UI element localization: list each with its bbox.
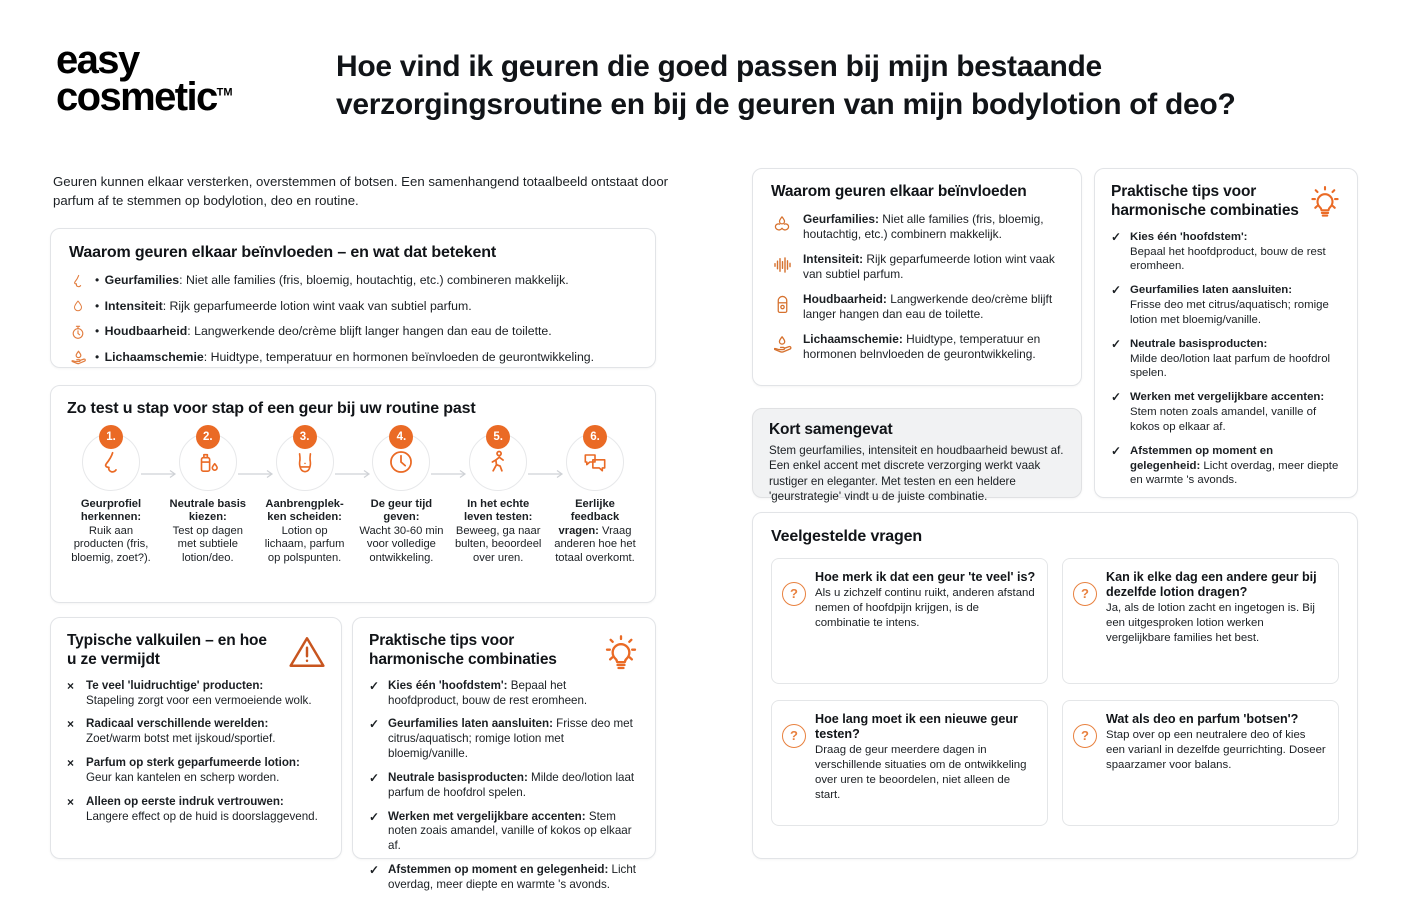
- card-why-scents-influence-right: [752, 168, 1082, 386]
- question-mark-icon: ?: [1073, 582, 1097, 606]
- hand-drop-icon: [771, 333, 793, 357]
- nose-icon: [98, 449, 124, 475]
- step-circle: [566, 430, 624, 491]
- card-title: Waarom geuren elkaar beïnvloeden: [771, 183, 1027, 200]
- chat-bubbles-icon: [581, 449, 609, 475]
- list-item: [67, 679, 325, 709]
- check-icon: ✓: [369, 770, 380, 785]
- check-icon: ✓: [1111, 443, 1122, 458]
- trademark-symbol: TM: [216, 86, 233, 99]
- list-item: [369, 679, 639, 709]
- card-why-scents-influence: [50, 228, 656, 368]
- cross-icon: ×: [67, 794, 75, 809]
- step-label: In het echte leven testen: Beweeg, ga naar bulten, beoordeel over uren.: [454, 497, 542, 565]
- waveform-icon: [771, 253, 793, 277]
- faq-answer: Als u zichzelf continu ruikt, anderen afstand nemen of hoofdpijn krijgen, is de combinatie te intens.: [815, 586, 1035, 629]
- faq-answer: Draag de geur meerdere dagen in verschillende situaties om de ontwikkeling over uren te beoordelen, niet alleen de start.: [815, 744, 1027, 801]
- step-number-badge: 5.: [486, 425, 510, 449]
- list-item: [771, 332, 1063, 363]
- step-circle: [179, 430, 237, 491]
- flower-drop-icon: [771, 213, 793, 237]
- list-item-text: Alleen op eerste indruk vertrouwen: Langere effect op de huid is doorslaggevend.: [86, 794, 318, 823]
- faq-body: [815, 712, 1036, 803]
- check-icon: ✓: [369, 809, 380, 824]
- list-item-text: Neutrale basisproducten: Milde deo/lotion laat parfum de hoofdrol spelen.: [388, 770, 635, 799]
- list-item: [67, 717, 325, 747]
- question-mark-icon: ?: [782, 582, 806, 606]
- list-item: [69, 323, 637, 342]
- faq-question: Hoe merk ik dat een geur 'te veel' is?: [815, 569, 1036, 584]
- list-item: [771, 252, 1063, 283]
- list-item: [369, 717, 639, 761]
- step-label: Eerlijke feedback vragen: Vraag anderen hoe het totaal overkomt.: [554, 497, 636, 565]
- walking-person-icon: [485, 449, 511, 475]
- faq-question: Kan ik elke dag een andere geur bij dezelfde lotion dragen?: [1106, 569, 1317, 599]
- brand-logo: [56, 38, 306, 119]
- brand-logo-line1: easy: [56, 38, 139, 82]
- question-mark-icon: ?: [782, 724, 806, 748]
- list-item: [369, 863, 639, 893]
- step-circle: [372, 430, 430, 491]
- list-item: [771, 292, 1063, 323]
- clock-icon: [387, 448, 415, 476]
- list-item-text: Kies één 'hoofdstem': Bepaal het hoofdproduct, bouw de rest eromheen.: [388, 678, 588, 707]
- card-title: Praktische tips voor harmonische combinaties: [369, 632, 557, 668]
- list-item: [67, 756, 325, 786]
- card-title: Kort samengevat: [769, 421, 893, 438]
- list-item: [369, 810, 639, 854]
- card-faq: [752, 512, 1358, 859]
- step-label: De geur tijd geven: Wacht 30-60 min voor volledige ontwikkeling.: [359, 497, 444, 565]
- list-item-text: Radicaal verschillende werelden: Zoet/warm botst met ijskoud/sportief.: [86, 717, 276, 746]
- lotion-bottle-icon: [195, 449, 221, 475]
- check-icon: ✓: [369, 863, 380, 878]
- step-number-badge: 4.: [389, 425, 413, 449]
- droplet-icon: [69, 297, 87, 316]
- card-title: Praktische tips voor harmonische combinaties: [1111, 183, 1299, 219]
- list-item: [69, 348, 637, 367]
- card-step-by-step-test: [50, 385, 656, 603]
- list-item: [369, 771, 639, 801]
- faq-question: Wat als deo en parfum 'botsen'?: [1106, 711, 1299, 726]
- step-2: [164, 425, 252, 566]
- deo-roller-icon: [771, 293, 793, 317]
- list-item-text: Kies één 'hoofdstem': Bepaal het hoofdproduct, bouw de rest eromheen.: [1130, 230, 1326, 273]
- list-item-text: Geurfamilies laten aansluiten: Frisse deo met citrus/aquatisch; romige lotion met bloemig/vanille.: [1130, 284, 1329, 326]
- list-item-text: • Houdbaarheid: Langwerkende deo/crème blijft langer hangen dan eau de toilette.: [95, 324, 552, 339]
- faq-question: Hoe lang moet ik een nieuwe geur testen?: [815, 711, 1018, 741]
- list-item-text: Geurfamilies: Niet alle families (fris, bloemig, houtachtig, etc.) combinern makkelijk.: [803, 211, 1044, 242]
- list-item-text: Te veel 'luidruchtige' producten: Stapeling zorgt voor een vermoeiende wolk.: [86, 678, 312, 707]
- list-item-text: Werken met vergelijkbare accenten: Stem noten zoals amandel, vanille of kokos op elkaar af.: [1130, 391, 1325, 433]
- list-item: [1111, 444, 1341, 488]
- intro-paragraph: Geuren kunnen elkaar versterken, overstemmen of botsen. Een samenhangend totaalbeeld ontstaat door parfum af te stemmen op bodylotion, deo en routine.: [53, 174, 669, 209]
- steps-row: [67, 425, 639, 566]
- check-icon: ✓: [369, 678, 380, 693]
- list-item-text: Intensiteit: Rijk geparfumeerde lotion wint vaak van subtiel parfum.: [803, 251, 1055, 282]
- list-item: [1111, 283, 1341, 327]
- step-number-badge: 3.: [293, 425, 317, 449]
- list-item-text: • Lichaamschemie: Huidtype, temperatuur en hormonen beïnvloeden de geurontwikkeling.: [95, 349, 595, 364]
- step-1: [67, 425, 155, 566]
- brand-logo-line2: cosmetic™: [56, 74, 233, 119]
- faq-body: [1106, 570, 1327, 646]
- faq-answer: Stap over op een neutralere deo of kies een varianl in dezelfde geurrichting. Doseer spaarzamer voor balans.: [1106, 728, 1326, 771]
- faq-item[interactable]: [1062, 558, 1339, 684]
- step-number-badge: 6.: [583, 425, 607, 449]
- list-item: [1111, 390, 1341, 434]
- step-label: Aanbrengplek-ken scheiden: Lotion op lichaam, parfum op polspunten.: [264, 497, 345, 565]
- check-icon: ✓: [1111, 283, 1122, 298]
- list-item-text: Werken met vergelijkbare accenten: Stem noten zoais amandel, vanille of kokos op elkaar af.: [388, 809, 632, 853]
- cross-icon: ×: [67, 678, 75, 693]
- step-label: Neutrale basis kiezen: Test op dagen met subtiele lotion/deo.: [169, 497, 247, 565]
- step-label: Geurprofiel herkennen: Ruik aan producten (fris, bloemig, zoet?).: [71, 497, 151, 565]
- list-item: [67, 795, 325, 825]
- step-6: [551, 425, 639, 566]
- list-item: [69, 272, 637, 291]
- step-circle: [276, 430, 334, 491]
- check-icon: ✓: [1111, 336, 1122, 351]
- list-item-text: • Intensiteit: Rijk geparfumeerde lotion wint vaak van subtiel parfum.: [95, 298, 472, 313]
- faq-body: [1106, 712, 1327, 773]
- warning-triangle-icon: [287, 634, 327, 670]
- list-item: [1111, 230, 1341, 274]
- list-item: [1111, 337, 1341, 381]
- body-icon: [292, 449, 318, 475]
- step-number-badge: 2.: [196, 425, 220, 449]
- lightbulb-icon: [601, 634, 641, 674]
- card-practical-tips-left: [352, 617, 656, 891]
- list-item-text: Parfum op sterk geparfumeerde lotion: Geur kan kantelen en scherp worden.: [86, 756, 300, 784]
- question-mark-icon: ?: [1073, 724, 1097, 748]
- faq-grid: [771, 558, 1339, 826]
- header: [0, 0, 1408, 150]
- card-summary: [752, 408, 1082, 504]
- card-typical-pitfalls: [50, 617, 342, 859]
- card-title: Veelgestelde vragen: [771, 528, 923, 545]
- stopwatch-icon: [69, 323, 87, 342]
- step-circle: [82, 430, 140, 491]
- check-icon: ✓: [369, 717, 380, 732]
- step-5: [454, 425, 542, 566]
- step-number-badge: 1.: [99, 425, 123, 449]
- list-item-text: Afstemmen op moment en gelegenheid: Licht overdag, meer diepte en warmte 's avonds.: [1130, 444, 1339, 487]
- check-icon: ✓: [1111, 390, 1122, 405]
- list-item-text: Lichaamschemie: Huidtype, temperatuur en hormonen belnvloeden de geurontwikkeling.: [803, 331, 1041, 362]
- list-item: [69, 297, 637, 316]
- faq-body: [815, 570, 1036, 631]
- check-icon: ✓: [1111, 229, 1122, 244]
- step-4: [357, 425, 445, 566]
- nose-icon: [69, 272, 87, 291]
- list-item-text: Afstemmen op moment en gelegenheid: Licht overdag, meer diepte en warmte 's avonds.: [388, 863, 637, 891]
- step-3: [261, 425, 349, 566]
- faq-item[interactable]: [771, 558, 1048, 684]
- list-item-text: • Geurfamilies: Niet alle families (fris, bloemig, houtachtig, etc.) combineren makkelijk.: [95, 273, 569, 288]
- list-item-text: Geurfamilies laten aansluiten: Frisse deo met citrus/aquatisch; romige lotion met bloemig/vanille.: [388, 717, 633, 761]
- faq-item[interactable]: [1062, 700, 1339, 826]
- card-practical-tips-right: [1094, 168, 1358, 498]
- step-circle: [469, 430, 527, 491]
- card-title: Zo test u stap voor stap of een geur bij uw routine past: [67, 400, 476, 417]
- cross-icon: ×: [67, 717, 75, 732]
- list-item-text: Neutrale basisproducten: Milde deo/lotion laat parfum de hoofdrol spelen.: [1130, 337, 1331, 380]
- card-title: Waarom geuren elkaar beïnvloeden – en wat dat betekent: [69, 244, 496, 261]
- faq-item[interactable]: [771, 700, 1048, 826]
- faq-answer: Ja, als de lotion zacht en ingetogen is. Bij een uitgesproken lotion werken vergelijkbare families het best.: [1106, 602, 1315, 644]
- cross-icon: ×: [67, 756, 75, 771]
- summary-text: Stem geurfamilies, intensiteit en houdbaarheid bewust af. Een enkel accent met discrete verzorging werkt vaak rustiger en eleganter. Met testen en een heldere 'geurstrategie' vindt u de juiste combinatie.: [769, 443, 1064, 504]
- card-title: Typische valkuilen – en hoe u ze vermijdt: [67, 632, 267, 668]
- hand-drop-icon: [69, 348, 87, 367]
- page-title: Hoe vind ik geuren die goed passen bij mijn bestaande verzorgingsroutine en bij de geuren van mijn bodylotion of deo?: [336, 50, 1236, 121]
- lightbulb-icon: [1307, 185, 1343, 221]
- list-item: [771, 212, 1063, 243]
- list-item-text: Houdbaarheid: Langwerkende deo/crème blijft langer hangen dan eau de toilette.: [803, 291, 1053, 322]
